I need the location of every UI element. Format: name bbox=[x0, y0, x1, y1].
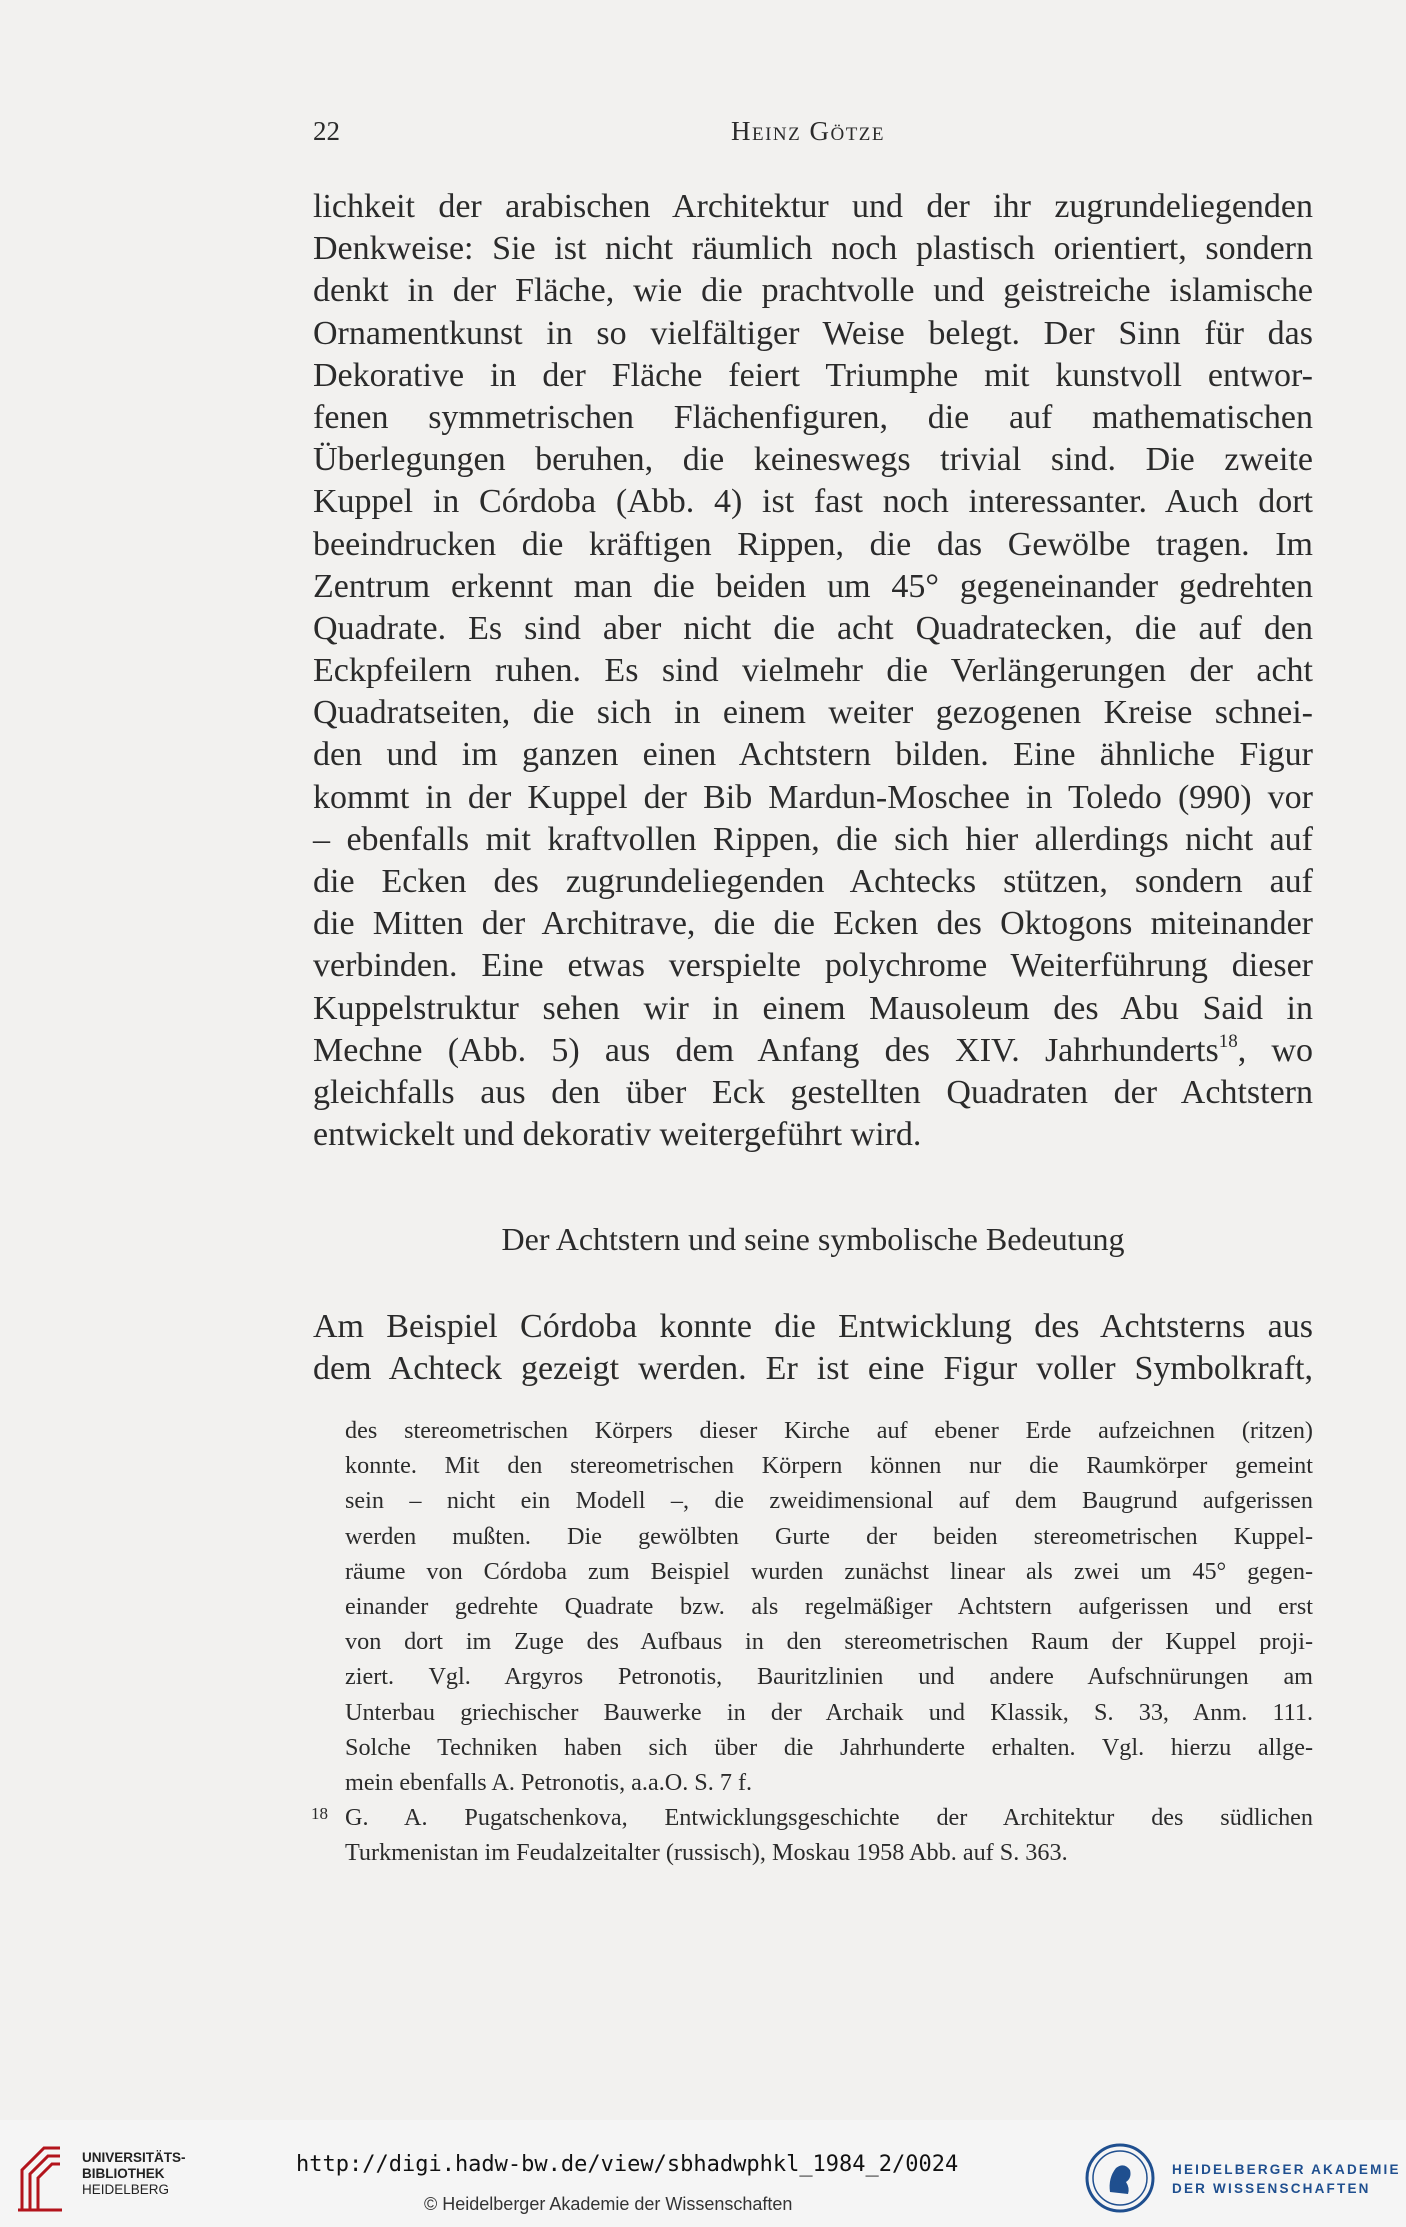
academy-name bbox=[1172, 2160, 1401, 2198]
running-head bbox=[313, 116, 1303, 152]
body-line-with-footnote-ref bbox=[313, 1030, 1313, 1072]
footnote-line: G. A. Pugatschenkova, Entwicklungsgeschichte der Architektur des südlichen bbox=[345, 1804, 1313, 1832]
section-paragraph bbox=[313, 1306, 1313, 1390]
body-line-text: Mechne (Abb. 5) aus dem Anfang des XIV. Jahrhunderts bbox=[313, 1031, 1219, 1069]
body-line: kommt in der Kuppel der Bib Mardun-Moschee in Toledo (990) vor bbox=[313, 778, 1313, 816]
footnote-line: einander gedrehte Quadrate bzw. als regelmäßiger Achtstern aufgerissen und erst bbox=[345, 1592, 1313, 1620]
university-library-name bbox=[82, 2150, 186, 2198]
copyright-notice: © Heidelberger Akademie der Wissenschaften bbox=[424, 2194, 793, 2214]
body-line: lichkeit der arabischen Architektur und der ihr zugrundeliegenden bbox=[313, 188, 1313, 225]
footnote-line: Unterbau griechischer Bauwerke in der Archaik und Klassik, S. 33, Anm. 111. bbox=[345, 1698, 1313, 1726]
body-line: Denkweise: Sie ist nicht räumlich noch plastisch orientiert, sondern bbox=[313, 230, 1313, 268]
footnote-line: ziert. Vgl. Argyros Petronotis, Bauritzlinien und andere Aufschnürungen am bbox=[345, 1663, 1313, 1691]
library-name-line: HEIDELBERG bbox=[82, 2182, 170, 2197]
footnote-line: von dort im Zuge des Aufbaus in den stereometrischen Raum der Kuppel proji- bbox=[345, 1628, 1313, 1656]
body-line: denkt in der Fläche, wie die prachtvolle und geistreiche islamische bbox=[313, 272, 1313, 310]
body-line: Eckpfeilern ruhen. Es sind vielmehr die Verlängerungen der acht bbox=[313, 652, 1313, 690]
section-line: Am Beispiel Córdoba konnte die Entwicklung des Achtsterns aus bbox=[313, 1308, 1313, 1345]
footnote-line: werden mußten. Die gewölbten Gurte der beiden stereometrischen Kuppel- bbox=[345, 1522, 1313, 1550]
footnote-line: Turkmenistan im Feudalzeitalter (russisch), Moskau 1958 Abb. auf S. 363. bbox=[345, 1839, 1068, 1867]
footnote-line: konnte. Mit den stereometrischen Körpern können nur die Raumkörper gemeint bbox=[345, 1452, 1313, 1480]
body-line: entwickelt und dekorativ weitergeführt wird. bbox=[313, 1116, 922, 1154]
footnote-marker: 18 bbox=[311, 1804, 328, 1824]
library-name-line: UNIVERSITÄTS- bbox=[82, 2150, 186, 2165]
library-name-line: BIBLIOTHEK bbox=[82, 2166, 165, 2181]
permalink-url[interactable]: http://digi.hadw-bw.de/view/sbhadwphkl_1984_2/0024 bbox=[296, 2152, 959, 2177]
body-line: Überlegungen beruhen, die keineswegs trivial sind. Die zweite bbox=[313, 441, 1313, 479]
body-line: gleichfalls aus den über Eck gestellten Quadraten der Achtstern bbox=[313, 1073, 1313, 1111]
footnote-line: mein ebenfalls A. Petronotis, a.a.O. S. 7 f. bbox=[345, 1768, 753, 1796]
footnote-line: Solche Techniken haben sich über die Jahrhunderte erhalten. Vgl. hierzu allge- bbox=[345, 1733, 1313, 1761]
body-line: Ornamentkunst in so vielfältiger Weise belegt. Der Sinn für das bbox=[313, 314, 1313, 352]
digitization-footer bbox=[0, 2120, 1406, 2227]
body-line: Dekorative in der Fläche feiert Triumphe mit kunstvoll entwor- bbox=[313, 356, 1313, 394]
footnote-reference-18[interactable]: 18 bbox=[1218, 1030, 1238, 1052]
body-line: Quadratseiten, die sich in einem weiter gezogenen Kreise schnei- bbox=[313, 694, 1313, 732]
university-library-logo-icon bbox=[14, 2136, 66, 2214]
body-line: die Ecken des zugrundeliegenden Achtecks stützen, sondern auf bbox=[313, 863, 1313, 900]
body-line: – ebenfalls mit kraftvollen Rippen, die sich hier allerdings nicht auf bbox=[313, 820, 1313, 858]
body-line: die Mitten der Architrave, die die Ecken des Oktogons miteinander bbox=[313, 905, 1313, 943]
section-line: dem Achteck gezeigt werden. Er ist eine Figur voller Symbolkraft, bbox=[313, 1350, 1313, 1388]
body-line: Kuppelstruktur sehen wir in einem Mausoleum des Abu Said in bbox=[313, 989, 1313, 1027]
footnote-18 bbox=[311, 1800, 1313, 1870]
body-line: verbinden. Eine etwas verspielte polychrome Weiterführung dieser bbox=[313, 947, 1313, 985]
footnote-line: des stereometrischen Körpers dieser Kirche auf ebener Erde aufzeichnen (ritzen) bbox=[345, 1417, 1313, 1444]
body-line: den und im ganzen einen Achtstern bilden. Eine ähnliche Figur bbox=[313, 736, 1313, 774]
body-line-text: , wo bbox=[1237, 1031, 1313, 1069]
academy-name-line: DER WISSENSCHAFTEN bbox=[1172, 2181, 1371, 2196]
academy-seal-icon bbox=[1084, 2142, 1156, 2214]
page-number: 22 bbox=[313, 116, 340, 146]
body-paragraph bbox=[313, 186, 1313, 1156]
academy-name-line: HEIDELBERGER AKADEMIE bbox=[1172, 2162, 1401, 2177]
body-line: fenen symmetrischen Flächenfiguren, die auf mathematischen bbox=[313, 398, 1313, 436]
section-heading: Der Achtstern und seine symbolische Bedeutung bbox=[501, 1221, 1125, 1257]
body-line: Quadrate. Es sind aber nicht die acht Quadratecken, die auf den bbox=[313, 609, 1313, 647]
footnote-line: sein – nicht ein Modell –, die zweidimensional auf dem Baugrund aufgerissen bbox=[345, 1487, 1313, 1515]
footnote-line: räume von Córdoba zum Beispiel wurden zunächst linear als zwei um 45° gegen- bbox=[345, 1557, 1313, 1585]
body-line: Kuppel in Córdoba (Abb. 4) ist fast noch interessanter. Auch dort bbox=[313, 483, 1313, 521]
body-line: Zentrum erkennt man die beiden um 45° gegeneinander gedrehten bbox=[313, 567, 1313, 605]
body-line: beeindrucken die kräftigen Rippen, die das Gewölbe tragen. Im bbox=[313, 525, 1313, 563]
running-head-author: Heinz Götze bbox=[730, 116, 886, 146]
footnotes bbox=[311, 1413, 1313, 1870]
